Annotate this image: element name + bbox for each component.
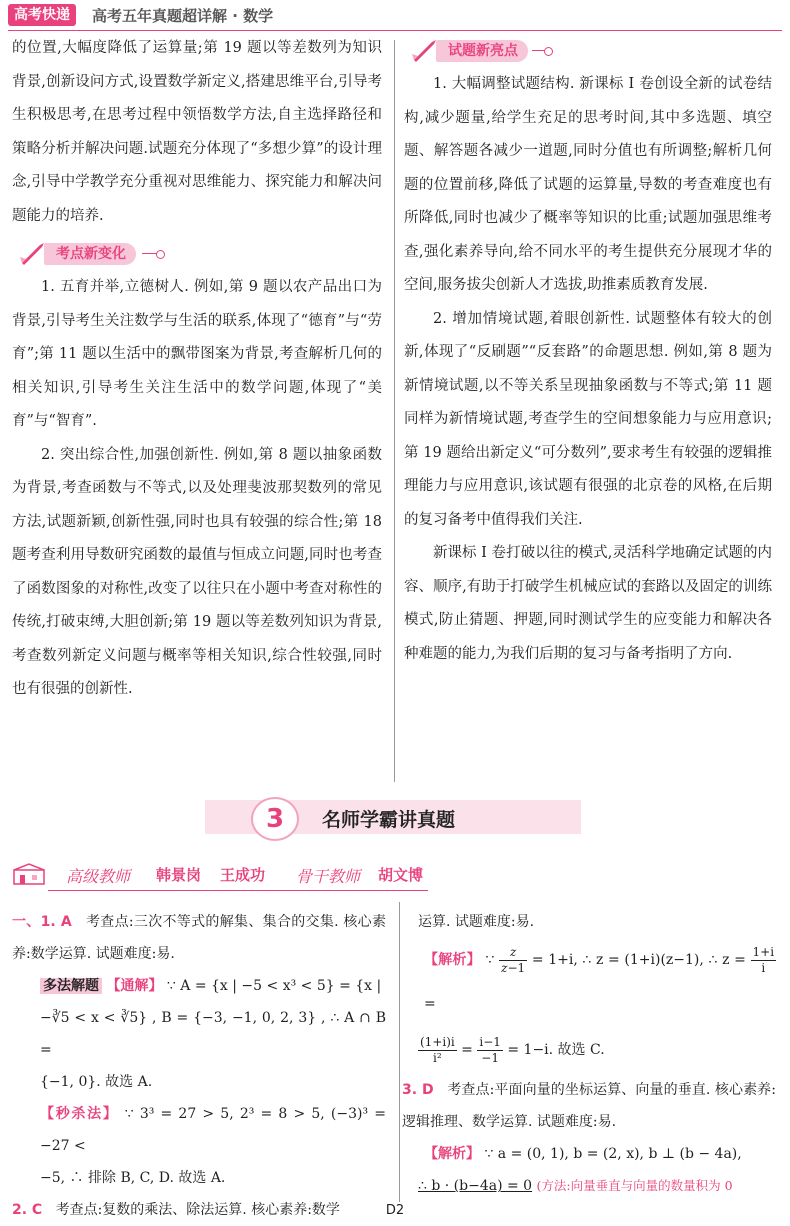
header-rule <box>8 30 782 31</box>
intro-paragraph: 的位置,大幅度降低了运算量;第 19 题以等差数列为知识背景,创新设问方式,设置数学新定义,搭建思维平台,引导考生积极思考,在思考过程中领悟数学方法,自主选择路径和策略分析并解决问题.试题充分体现了“多想少算”的设计理念,引导中学教学充分重视对思维能力、探究能力和解决问题能力的培养. <box>12 40 382 224</box>
answer-3 <box>402 1074 776 1138</box>
section-dot <box>156 250 165 259</box>
answers-divider <box>399 902 400 1202</box>
changes-point-2: 2. 突出综合性,加强创新性. 例如,第 8 题以抽象函数为背景,考查函数与不等式,以及处理斐波那契数列的常见方法,试题新颖,创新性强,同时也具有较强的综合性;第 18 题考查利用导数研究函数的最值与恒成立问题,同时也考查了函数图象的对称性,改变了以往只在小题中考查对称性的传统,打破束缚,大胆创新;第 19 题以等差数列知识为背景,考查数列新定义问题与概率等相关知识,综合性较强,同时也有很强的创新性. <box>12 446 382 697</box>
answer-3-solution <box>418 1138 776 1170</box>
method-text: ∵ A = {x | −5 < x³ < 5} = {x | <box>166 978 382 994</box>
answer-number: 一、1. A <box>12 914 72 930</box>
highlights-point-2: 2. 增加情境试题,着眼创新性. 试题整体有较大的创新,体现了“反刷题”“反套路”的命题思想. 例如,第 8 题为新情境试题,以不等关系呈现抽象函数与不等式;第 11 题同样为新情境试题,考查学生的空间想象能力与应用意识;第 19 题给出新定义“可分数列”,要求考生有较强的逻辑推理能力与应用意识,该试题有很强的北京卷的风格,在后期的复习备考中值得我们关注. <box>404 310 772 528</box>
method-note: (方法:向量垂直与向量的数量积为 0 <box>536 1178 733 1193</box>
analysis-label: 【解析】 <box>424 1146 480 1162</box>
teacher-name: 王成功 <box>220 866 266 884</box>
answers-left-column <box>12 906 386 1226</box>
teacher-name: 胡文博 <box>378 866 424 884</box>
answer-2-solution-line-2: $\frac{(1+i)i}{\text{i²}}$ = $\frac{i-1}{-1}$ = 1−i. 故选 C. <box>420 1034 605 1065</box>
answer-points: 考查点:三次不等式的解集、集合的交集. 核心素养:数学运算. 试题难度:易. <box>12 914 386 962</box>
answer-points: 考查点:复数的乘法、除法运算. 核心素养:数学 <box>55 1202 340 1218</box>
math-text: = 1−i. 故选 C. <box>507 1042 605 1058</box>
fraction: $\frac{1+i}{i}$ <box>752 944 775 975</box>
fraction: $\frac{z}{z-1}$ <box>501 944 526 975</box>
section-title: 试题新亮点 <box>436 40 528 62</box>
math-text: ∴ b · (b−4a) = 0 <box>418 1178 533 1194</box>
math-text: = 1+i, ∴ z = (1+i)(z−1), ∴ z = <box>531 952 746 968</box>
math-text: = <box>424 996 436 1012</box>
teacher-rank: 高级教师 <box>66 867 131 886</box>
teacher-name: 韩景岗 <box>156 866 202 884</box>
answer-number: 3. D <box>402 1082 434 1098</box>
answer-number: 2. C <box>12 1202 43 1218</box>
section-heading-exam-changes <box>12 237 382 267</box>
fraction: $\frac{i-1}{-1}$ <box>479 1034 501 1065</box>
multi-method-tag: 多法解题 <box>40 978 102 994</box>
section-title: 考点新变化 <box>44 243 136 265</box>
page-header <box>0 0 790 32</box>
answer-1-line-2: −∛5 < x < ∛5} , B = {−3, −1, 0, 2, 3} , ∴ A ∩ B = <box>40 1010 386 1058</box>
method-label: 【通解】 <box>106 978 163 994</box>
right-column <box>404 34 772 671</box>
answer-1-method-2 <box>12 1098 386 1162</box>
answer-3-solution-line-2 <box>418 1170 776 1202</box>
answer-points: 考查点:平面向量的坐标运算、向量的垂直. 核心素养:逻辑推理、数学运算. 试题难度:易. <box>402 1082 776 1130</box>
school-icon <box>12 862 50 886</box>
page-number: D2 <box>385 1203 405 1218</box>
answer-1-method-1 <box>12 970 386 1002</box>
analysis-label: 【解析】 <box>424 952 481 968</box>
teachers-row <box>10 860 460 892</box>
teachers-rule <box>48 890 428 891</box>
answer-1-line-3: {−1, 0}. 故选 A. <box>40 1074 153 1090</box>
header-title: 高考五年真题超详解 · 数学 <box>92 7 274 25</box>
left-column <box>12 32 382 707</box>
section-heading-highlights <box>404 34 772 64</box>
answers-right-column <box>402 906 776 1202</box>
math-text: ∵ <box>485 952 495 968</box>
brand-badge: 高考快递 <box>8 4 76 26</box>
answer-1 <box>12 906 386 970</box>
math-text: ∵ a = (0, 1), b = (2, x), b ⊥ (b − 4a), <box>484 1146 742 1162</box>
highlights-summary: 新课标 Ⅰ 卷打破以往的模式,灵活科学地确定试题的内容、顺序,有助于打破学生机械应试的套路以及固定的训练模式,防止猜题、押题,同时测试学生的应变能力和解决各种难题的能力,为我们后期的复习与备考指明了方向. <box>404 545 772 662</box>
answer-2-continued: 运算. 试题难度:易. <box>418 914 535 930</box>
changes-point-1: 1. 五育并举,立德树人. 例如,第 9 题以农产品出口为背景,引导考生关注数学与生活的联系,体现了“德育”与“劳育”;第 11 题以生活中的飘带图案为背景,考查解析几何的相关知识,引导考生关注生活中的数学问题,体现了“美育”与“智育”. <box>12 279 382 429</box>
column-divider <box>394 40 395 782</box>
fraction: $\frac{(1+i)i}{\text{i²}}$ <box>420 1034 455 1065</box>
banner-title: 名师学霸讲真题 <box>322 809 456 831</box>
highlights-point-1: 1. 大幅调整试题结构. 新课标 Ⅰ 卷创设全新的试卷结构,减少题量,给学生充足的思考时间,其中多选题、填空题、解答题各减少一道题,同时分值也有所调整;解析几何题的位置前移,降低了试题的运算量,导数的考查难度也有所降低,同时也减少了概率等知识的比重;试题加强思维考查,强化素养导向,给不同水平的考生提供充分展现才华的空间,服务拔尖创新人才选拔,助推素质教育发展. <box>404 76 772 293</box>
section-dot <box>544 47 553 56</box>
answer-2-solution <box>418 938 776 1026</box>
teacher-rank: 骨干教师 <box>296 867 361 886</box>
method-text: ∵ 3³ = 27 > 5, 2³ = 8 > 5, (−3)³ = −27 < <box>40 1106 386 1154</box>
answer-1-line-5: −5, ∴ 排除 B, C, D. 故选 A. <box>40 1170 226 1186</box>
method-label: 【秒杀法】 <box>40 1106 119 1122</box>
banner-number: 3 <box>251 797 299 841</box>
